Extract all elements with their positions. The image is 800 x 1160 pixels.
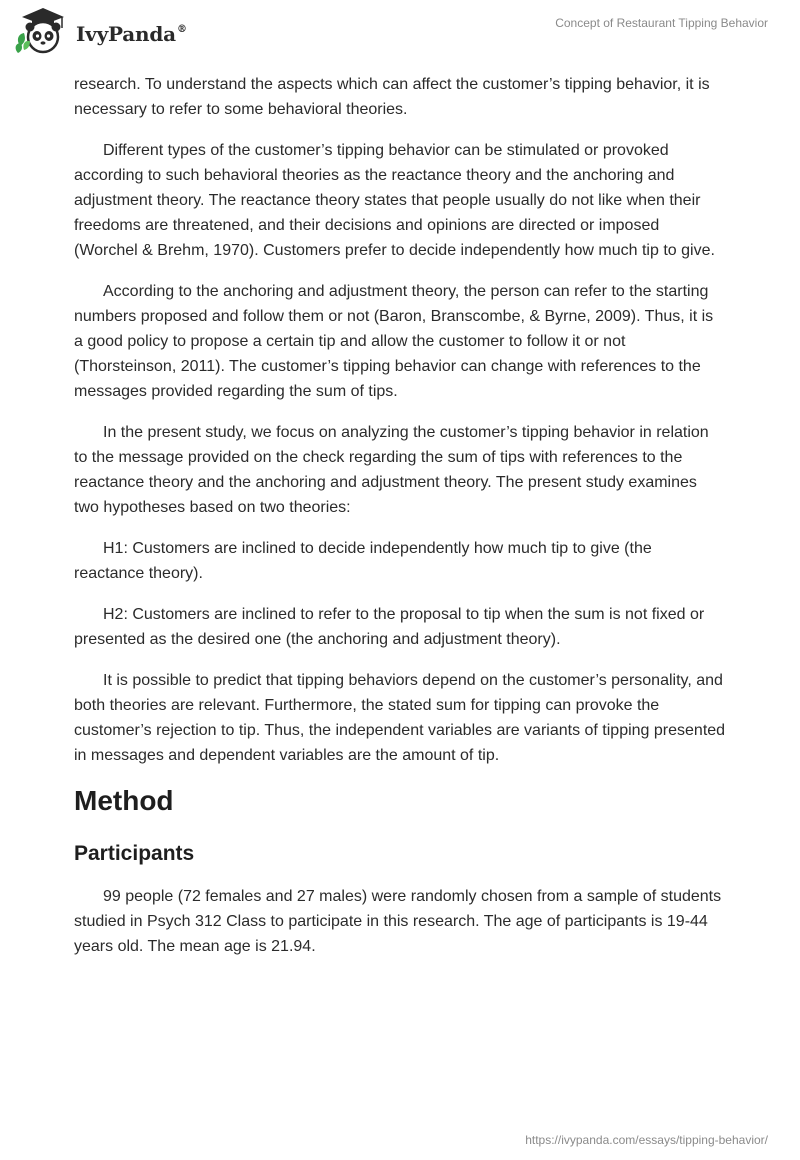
ivypanda-logo[interactable] [14, 6, 187, 58]
paragraph-hypothesis-1: H1: Customers are inclined to decide independently how much tip to give (the reactance theory). [74, 540, 652, 582]
paragraph-continued: research. To understand the aspects which can affect the customer’s tipping behavior, it is necessary to refer to some behavioral theories. [74, 76, 710, 118]
paragraph-theories: Different types of the customer’s tipping behavior can be stimulated or provoked according to such behavioral theories as the reactance theory and the anchoring and adjustment theory. The reactance theory states that people usually do not like when their freedoms are threatened, and their decisions and opinions are directed or imposed (Worchel & Brehm, 1970). Customers prefer to decide independently how much tip to give. [74, 142, 715, 259]
brand-name: IvyPanda® [76, 22, 187, 46]
essay-content [74, 72, 726, 975]
heading-participants: Participants [74, 842, 195, 865]
paragraph-hypothesis-2: H2: Customers are inclined to refer to the proposal to tip when the sum is not fixed or presented as the desired one (the anchoring and adjustment theory). [74, 606, 705, 648]
paragraph-prediction: It is possible to predict that tipping behaviors depend on the customer’s personality, and both theories are relevant. Furthermore, the stated sum for tipping can provoke the customer’s rejection to tip. Thus, the independent variables are variants of tipping presented in messages and dependent variables are the amount of tip. [74, 672, 726, 764]
source-url[interactable]: https://ivypanda.com/essays/tipping-behavior/ [525, 1133, 768, 1147]
paragraph-anchoring: According to the anchoring and adjustment theory, the person can refer to the starting numbers proposed and follow them or not (Baron, Branscombe, & Byrne, 2009). Thus, it is a good policy to propose a certain tip and allow the customer to follow it or not (Thorsteinson, 2011). The customer’s tipping behavior can change with references to the messages provided regarding the sum of tips. [74, 283, 714, 400]
document-title: Concept of Restaurant Tipping Behavior [555, 16, 768, 30]
page-header [0, 0, 800, 64]
heading-method: Method [74, 785, 174, 816]
panda-logo-icon [14, 6, 72, 58]
registered-mark: ® [176, 24, 187, 35]
paragraph-present-study: In the present study, we focus on analyzing the customer’s tipping behavior in relation to the message provided on the check regarding the sum of tips with references to the reactance theory and the anchoring and adjustment theory. The present study examines two hypotheses based on two theories: [74, 424, 709, 516]
paragraph-participants: 99 people (72 females and 27 males) were randomly chosen from a sample of students studied in Psych 312 Class to participate in this research. The age of participants is 19-44 years old. The mean age is 21.94. [74, 888, 722, 955]
